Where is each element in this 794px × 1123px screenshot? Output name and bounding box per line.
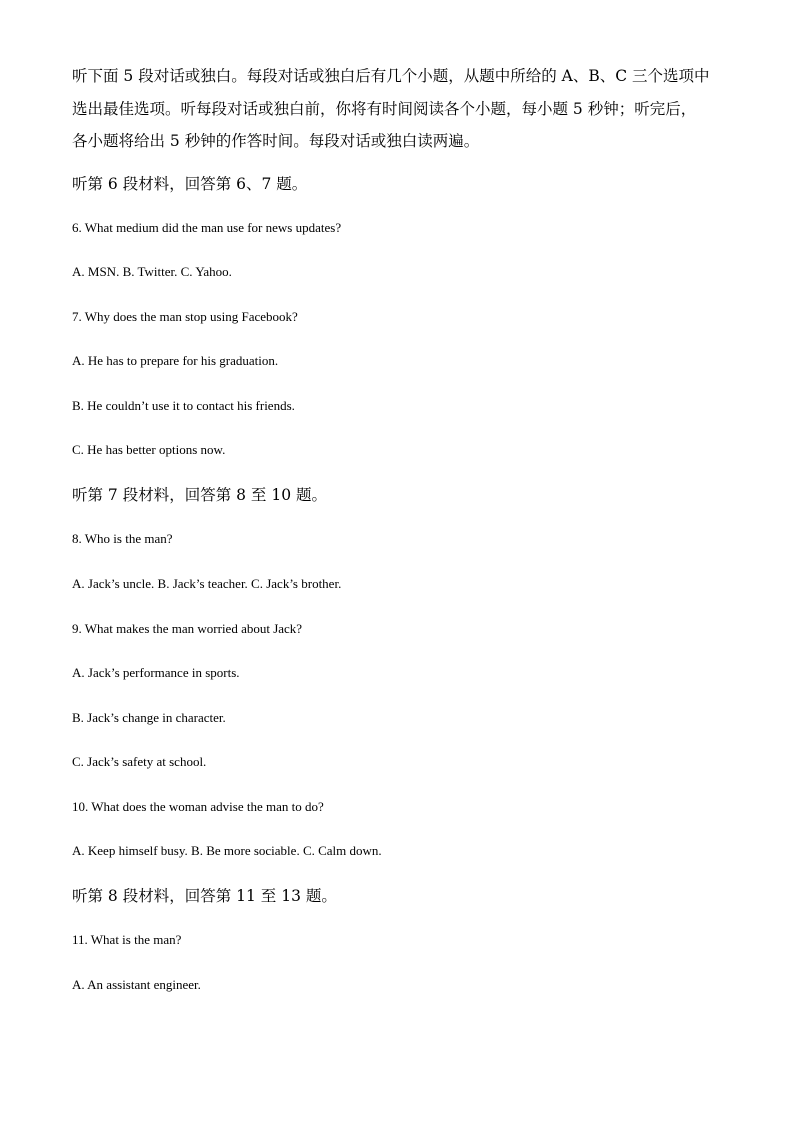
question-7-option-c: C. He has better options now. (72, 442, 226, 457)
intro-line-3: 各小题将给出 5 秒钟的作答时间。每段对话或独白读两遍。 (72, 132, 480, 150)
question-8: 8. Who is the man? (72, 531, 173, 546)
section-8-heading: 听第 8 段材料，回答第 11 至 13 题。 (72, 887, 337, 905)
intro-line-1: 听下面 5 段对话或独白。每段对话或独白后有几个小题，从题中所给的 A、B、C 三个选项中 (72, 67, 710, 85)
section-7-heading: 听第 7 段材料，回答第 8 至 10 题。 (72, 486, 328, 504)
question-6-options: A. MSN. B. Twitter. C. Yahoo. (72, 264, 232, 279)
question-6: 6. What medium did the man use for news updates? (72, 220, 342, 235)
question-7-option-b: B. He couldn’t use it to contact his friends. (72, 398, 295, 413)
question-11: 11. What is the man? (72, 932, 182, 947)
question-9: 9. What makes the man worried about Jack? (72, 621, 303, 636)
intro-line-2: 选出最佳选项。听每段对话或独白前，你将有时间阅读各个小题，每小题 5 秒钟；听完后， (72, 100, 697, 118)
question-9-option-b: B. Jack’s change in character. (72, 710, 226, 725)
question-7: 7. Why does the man stop using Facebook? (72, 309, 298, 324)
question-8-options: A. Jack’s uncle. B. Jack’s teacher. C. Jack’s brother. (72, 576, 342, 591)
section-6-heading: 听第 6 段材料，回答第 6、7 题。 (72, 175, 308, 193)
question-10-options: A. Keep himself busy. B. Be more sociable. C. Calm down. (72, 843, 382, 858)
question-11-option-a: A. An assistant engineer. (72, 977, 201, 992)
question-7-option-a: A. He has to prepare for his graduation. (72, 353, 279, 368)
question-10: 10. What does the woman advise the man to do? (72, 799, 324, 814)
question-9-option-a: A. Jack’s performance in sports. (72, 665, 240, 680)
question-9-option-c: C. Jack’s safety at school. (72, 754, 207, 769)
